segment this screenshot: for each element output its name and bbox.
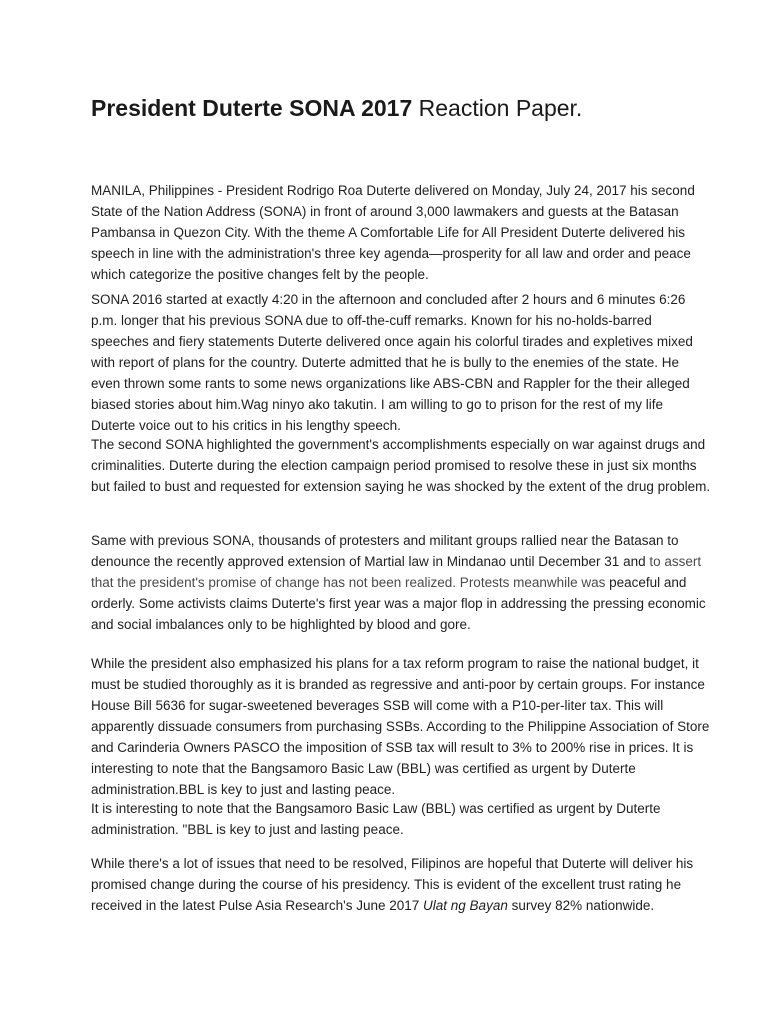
conclusion-survey-name: Ulat ng Bayan <box>423 898 508 913</box>
protests-text-a: Same with previous SONA, thousands of protesters and militant groups rallied near the Batasan to denounce the recently approved extension of Martial law in Mindanao until December 31 and <box>91 533 679 569</box>
conclusion-text-a: While there's a lot of issues that need to be resolved, Filipinos are hopeful that Duterte will deliver his promised change during the course of his presidency. This is evident of the excellent trust rating he received in the latest Pulse Asia Research's June 2017 <box>91 856 694 913</box>
protests-text-b: to assert that the president's promise of change has not been realized. Protests meanwhile was <box>91 554 702 590</box>
paragraph-conclusion <box>91 853 711 916</box>
title-regular: Reaction Paper. <box>418 95 583 121</box>
paragraph-bbl: It is interesting to note that the Bangsamoro Basic Law (BBL) was certified as urgent by Duterte administration. "BBL is key to just and lasting peace. <box>91 801 661 837</box>
document-title <box>91 93 711 123</box>
paragraph-protests <box>91 530 711 635</box>
paragraph-war-on-drugs: The second SONA highlighted the government's accomplishments especially on war against drugs and criminalities. Duterte during the election campaign period promised to resolve these in just six months but failed to bust and requested for extension saying he was shocked by the extent of the drug problem. <box>91 437 711 494</box>
conclusion-text-c: survey 82% nationwide. <box>507 898 655 913</box>
protests-text-c: peaceful and orderly. Some activists claims Duterte's first year was a major flop in addressing the pressing economic and social imbalances only to be highlighted by blood and gore. <box>91 575 706 632</box>
paragraph-tax-reform: While the president also emphasized his plans for a tax reform program to raise the national budget, it must be studied thoroughly as it is branded as regressive and anti-poor by certain groups. For instance House Bill 5636 for sugar-sweetened beverages SSB will come with a P10-per-liter tax. This will apparently dissuade consumers from purchasing SSBs. According to the Philippine Association of Store and Carinderia Owners PASCO the imposition of SSB tax will result to 3% to 200% rise in prices. It is interesting to note that the Bangsamoro Basic Law (BBL) was certified as urgent by Duterte administration.BBL is key to just and lasting peace. <box>91 656 710 797</box>
title-bold: President Duterte SONA 2017 <box>91 95 413 121</box>
paragraph-sona-timing: SONA 2016 started at exactly 4:20 in the afternoon and concluded after 2 hours and 6 minutes 6:26 p.m. longer that his previous SONA due to off-the-cuff remarks. Known for his no-holds-barred speeches and fiery statements Duterte delivered once again his colorful tirades and expletives mixed with report of plans for the country. Duterte admitted that he is bully to the enemies of the state. He even thrown some rants to some news organizations like ABS-CBN and Rappler for the their alleged biased stories about him.Wag ninyo ako takutin. I am willing to go to prison for the rest of my life Duterte voice out to his critics in his lengthy speech. <box>91 292 693 433</box>
paragraph-intro: MANILA, Philippines - President Rodrigo Roa Duterte delivered on Monday, July 24, 2017 his second State of the Nation Address (SONA) in front of around 3,000 lawmakers and guests at the Batasan Pambansa in Quezon City. With the theme A Comfortable Life for All President Duterte delivered his speech in line with the administration's three key agenda—prosperity for all law and order and peace which categorize the positive changes felt by the people. <box>91 183 695 282</box>
